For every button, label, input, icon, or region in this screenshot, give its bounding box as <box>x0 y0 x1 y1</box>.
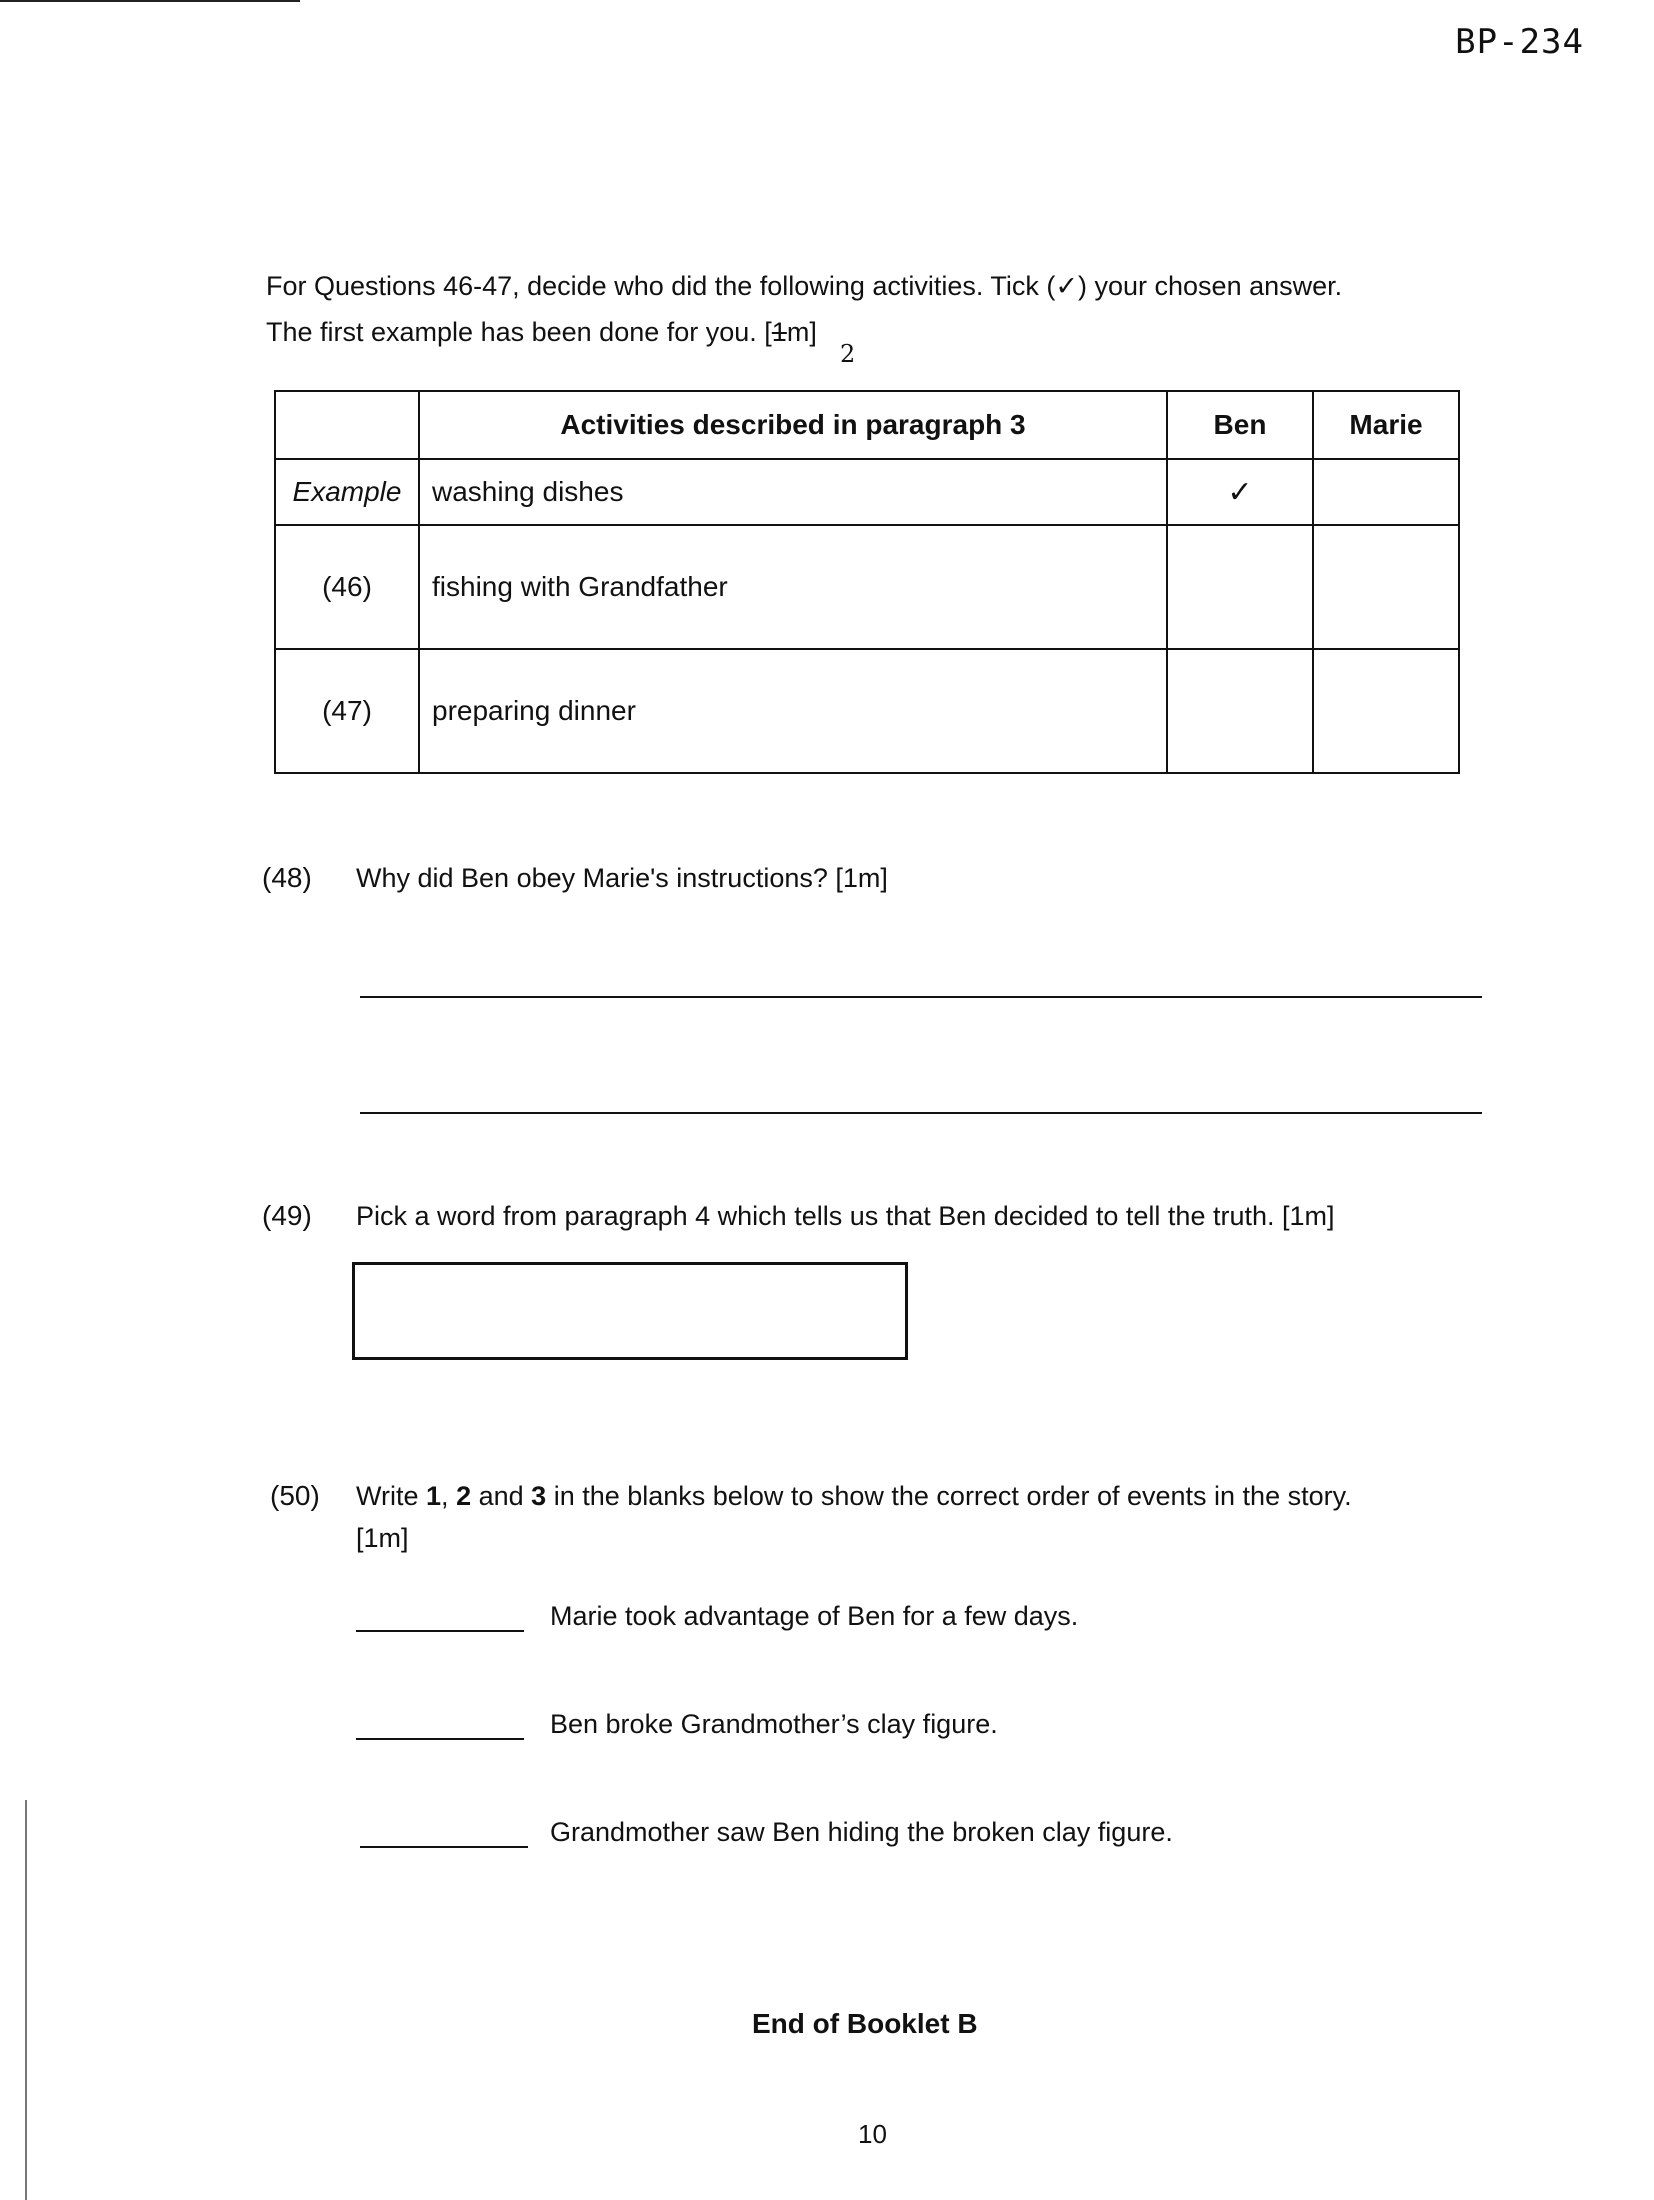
q50-event-1: Marie took advantage of Ben for a few days. <box>550 1601 1079 1631</box>
q50-blank-3[interactable] <box>360 1846 528 1848</box>
q50-text-pre: Write <box>356 1481 427 1511</box>
ben-tick-cell[interactable] <box>1167 525 1313 649</box>
handwritten-mark-correction: 2 <box>840 340 856 368</box>
q48-answer-line-1[interactable] <box>360 996 1482 998</box>
q48-answer-line-2[interactable] <box>360 1112 1482 1114</box>
q50-number-3: 3 <box>531 1481 547 1511</box>
marie-tick-cell[interactable] <box>1313 525 1459 649</box>
left-edge-rule <box>25 1800 27 2200</box>
activities-table <box>274 390 1460 774</box>
q50-marks: [1m] <box>356 1523 409 1553</box>
instructions-line-2-text: The first example has been done for you. [ <box>266 317 772 347</box>
q50-event-3: Grandmother saw Ben hiding the broken clay figure. <box>550 1817 1173 1847</box>
q50-sep-1: , <box>441 1481 457 1511</box>
instructions-line-2-end: m] <box>786 317 817 347</box>
row-label: (46) <box>275 525 419 649</box>
row-activity: washing dishes <box>419 459 1167 525</box>
q49-answer-box[interactable] <box>352 1262 908 1360</box>
q50-blank-1[interactable] <box>356 1630 524 1632</box>
marie-tick-cell[interactable] <box>1313 649 1459 773</box>
table-row-q46 <box>275 525 1459 649</box>
q50-blank-2[interactable] <box>356 1738 524 1740</box>
page-number: 10 <box>858 2119 887 2149</box>
end-of-booklet-text: End of Booklet B <box>752 2008 978 2039</box>
q50-number: (50) <box>270 1480 320 1511</box>
row-activity: preparing dinner <box>419 649 1167 773</box>
row-label: (47) <box>275 649 419 773</box>
page-code: BP-234 <box>1455 22 1584 62</box>
ben-tick-cell[interactable] <box>1167 649 1313 773</box>
table-header-row <box>275 391 1459 459</box>
q48-text: Why did Ben obey Marie's instructions? [1m] <box>356 863 888 893</box>
q50-number-2: 2 <box>456 1481 472 1511</box>
marie-tick-cell <box>1313 459 1459 525</box>
struck-mark: 1 <box>771 317 787 347</box>
instructions-line-1: For Questions 46-47, decide who did the following activities. Tick (✓) your chosen answer. <box>266 271 1343 301</box>
ben-tick-cell: ✓ <box>1167 459 1313 525</box>
header-activities: Activities described in paragraph 3 <box>419 391 1167 459</box>
q48-number: (48) <box>262 862 312 893</box>
row-activity: fishing with Grandfather <box>419 525 1167 649</box>
q50-number-1: 1 <box>426 1481 442 1511</box>
instructions-line-2 <box>266 314 817 350</box>
row-label: Example <box>275 459 419 525</box>
header-label-cell <box>275 391 419 459</box>
header-ben: Ben <box>1167 391 1313 459</box>
q50-sep-2: and <box>471 1481 532 1511</box>
q50-text <box>356 1478 1352 1514</box>
header-marie: Marie <box>1313 391 1459 459</box>
q50-text-post: in the blanks below to show the correct order of events in the story. <box>546 1481 1352 1511</box>
table-row-example <box>275 459 1459 525</box>
q50-event-2: Ben broke Grandmother’s clay figure. <box>550 1709 998 1739</box>
q49-number: (49) <box>262 1200 312 1231</box>
table-row-q47 <box>275 649 1459 773</box>
top-edge-rule <box>0 0 300 2</box>
q49-text: Pick a word from paragraph 4 which tells us that Ben decided to tell the truth. [1m] <box>356 1201 1335 1231</box>
